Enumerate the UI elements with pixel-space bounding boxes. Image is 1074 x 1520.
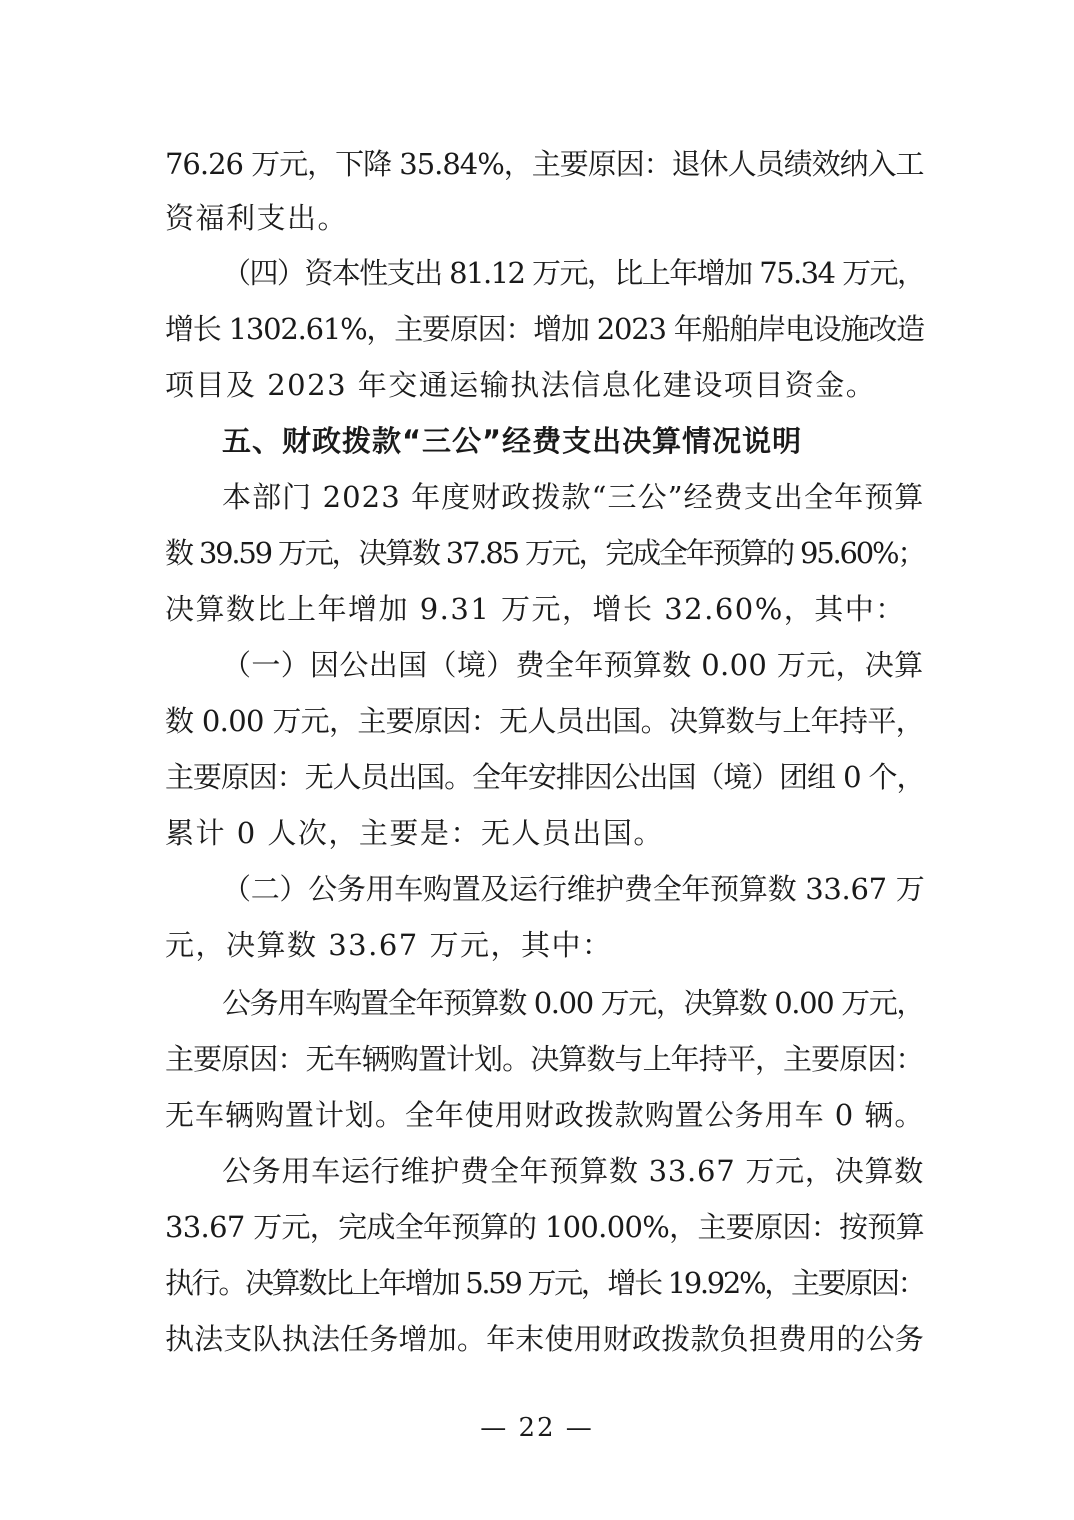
page-number: — 22 — bbox=[480, 1413, 594, 1443]
paragraph-line-8: 数 39.59 万元，决算数 37.85 万元，完成全年预算的 95.60%； bbox=[165, 536, 925, 570]
paragraph-line-7: 本部门 2023 年度财政拨款“三公”经费支出全年预算 bbox=[222, 480, 925, 514]
paragraph-line-15: 元，决算数 33.67 万元，其中： bbox=[165, 928, 613, 962]
paragraph-line-1: 76.26 万元，下降 35.84%，主要原因：退休人员绩效纳入工 bbox=[165, 147, 924, 181]
section-heading: 五、财政拨款“三公”经费支出决算情况说明 bbox=[222, 424, 803, 458]
paragraph-line-13: 累计 0 人次，主要是：无人员出国。 bbox=[165, 816, 664, 850]
paragraph-line-17: 主要原因：无车辆购置计划。决算数与上年持平，主要原因： bbox=[165, 1042, 924, 1076]
paragraph-line-10: （一）因公出国（境）费全年预算数 0.00 万元，决算 bbox=[222, 648, 924, 682]
paragraph-line-18: 无车辆购置计划。全年使用财政拨款购置公务用车 0 辆。 bbox=[165, 1098, 925, 1132]
paragraph-line-5: 项目及 2023 年交通运输执法信息化建设项目资金。 bbox=[165, 368, 877, 402]
paragraph-line-16: 公务用车购置全年预算数 0.00 万元，决算数 0.00 万元， bbox=[222, 986, 925, 1020]
paragraph-line-11: 数 0.00 万元，主要原因：无人员出国。决算数与上年持平， bbox=[165, 704, 925, 738]
paragraph-line-20: 33.67 万元，完成全年预算的 100.00%，主要原因：按预算 bbox=[165, 1210, 924, 1244]
paragraph-line-2: 资福利支出。 bbox=[165, 201, 349, 235]
paragraph-line-19: 公务用车运行维护费全年预算数 33.67 万元，决算数 bbox=[222, 1154, 924, 1188]
paragraph-line-9: 决算数比上年增加 9.31 万元，增长 32.60%，其中： bbox=[165, 592, 906, 626]
paragraph-line-12: 主要原因：无人员出国。全年安排因公出国（境）团组 0 个， bbox=[165, 760, 925, 794]
paragraph-line-21: 执行。决算数比上年增加 5.59 万元，增长 19.92%，主要原因： bbox=[165, 1266, 925, 1300]
paragraph-line-22: 执法支队执法任务增加。年末使用财政拨款负担费用的公务 bbox=[165, 1322, 925, 1356]
paragraph-line-4: 增长 1302.61%，主要原因：增加 2023 年船舶岸电设施改造 bbox=[165, 312, 924, 346]
paragraph-line-14: （二）公务用车购置及运行维护费全年预算数 33.67 万 bbox=[222, 872, 925, 906]
paragraph-line-3: （四）资本性支出 81.12 万元，比上年增加 75.34 万元， bbox=[222, 256, 925, 290]
